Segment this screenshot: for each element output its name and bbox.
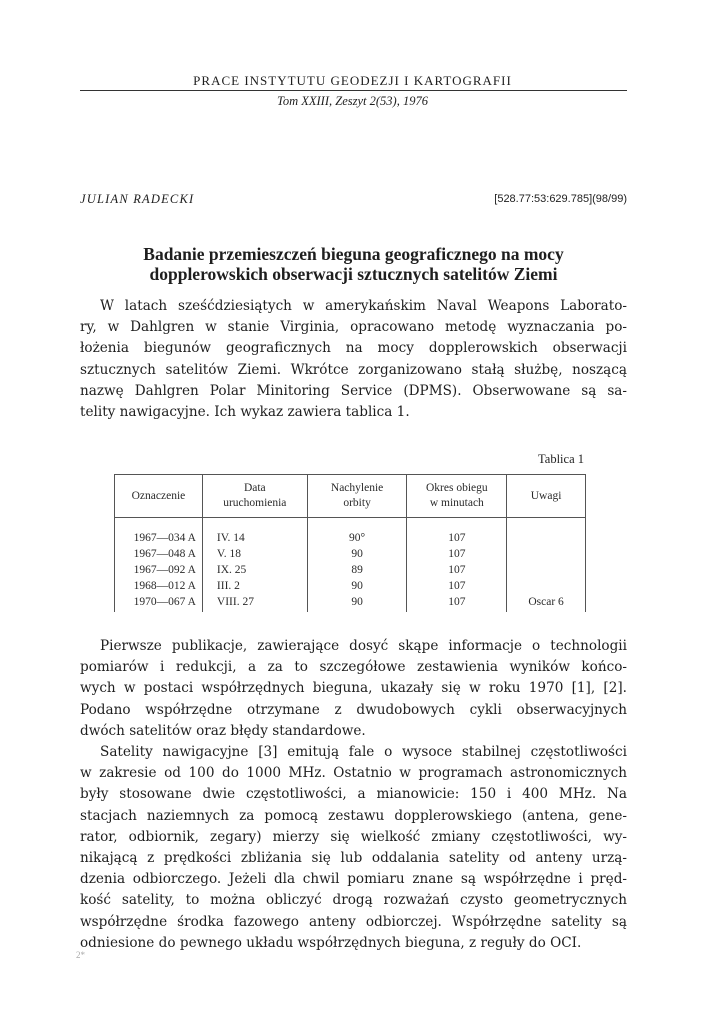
paragraph-satellites xyxy=(80,742,627,954)
table-cell: VIII. 27 xyxy=(202,594,307,612)
text-line: Podano współrzędne otrzymane z dwudobowych cykli obserwacyjnych xyxy=(80,701,627,718)
text-line: w zakresie od 100 do 1000 MHz. Ostatnio w programach astronomicznych xyxy=(80,765,627,782)
table-row xyxy=(115,518,586,547)
journal-volume: Tom XXIII, Zeszyt 2(53), 1976 xyxy=(277,94,428,108)
paragraph-publications xyxy=(80,636,627,742)
table-cell: 1967—092 A xyxy=(115,562,203,578)
table-header-row xyxy=(115,475,586,518)
column-header: Oznaczenie xyxy=(115,475,203,518)
table-cell: IX. 25 xyxy=(202,562,307,578)
text-line: kość satelity, to można obliczyć drogą rozważań czysto geometrycznych xyxy=(80,892,627,909)
text-line: pomiarów i redukcji, a za to szczegółowe zestawienia wyników końco- xyxy=(80,659,627,676)
title-line: Badanie przemieszczeń bieguna geograficznego na mocy xyxy=(143,244,564,264)
table-cell: 1968—012 A xyxy=(115,578,203,594)
paragraph-intro xyxy=(80,296,627,423)
text-line: W latach sześćdziesiątych w amerykańskim Naval Weapons Laborato- xyxy=(100,298,627,314)
table-caption: Tablica 1 xyxy=(538,452,584,466)
text-line: telity nawigacyjne. Ich wykaz zawiera tablica 1. xyxy=(80,404,410,421)
column-header-line: Okres obiegu xyxy=(426,482,488,494)
column-header xyxy=(202,475,307,518)
header-divider xyxy=(80,90,627,91)
text-line: odniesione do pewnego układu współrzędnych bieguna, z reguły do OCI. xyxy=(80,934,582,951)
text-line: stacjach naziemnych za pomocą zestawu dopplerowskiego (antena, gene- xyxy=(80,807,627,824)
table-cell: 1970—067 A xyxy=(115,594,203,612)
column-header-line: w minutach xyxy=(429,497,484,509)
table-cell: 107 xyxy=(407,562,507,578)
table-cell: V. 18 xyxy=(202,546,307,562)
text-line: były stosowane dwie częstotliwości, a mianowicie: 150 i 400 MHz. Na xyxy=(80,786,627,803)
table-cell: 107 xyxy=(407,518,507,547)
satellite-table xyxy=(114,474,586,612)
table-row xyxy=(115,578,586,594)
table-cell: IV. 14 xyxy=(202,518,307,547)
table-cell: 89 xyxy=(307,562,407,578)
text-line: rator, odbiornik, zegary) mierzy się wielkość zmiany częstotliwości, wy- xyxy=(80,828,627,845)
udc-classification: [528.77:53:629.785](98/99) xyxy=(494,193,627,205)
table-cell: 107 xyxy=(407,594,507,612)
page-signature: 2* xyxy=(76,950,85,960)
text-line: nikającą z prędkości zbliżania się lub oddalania satelity od anteny urzą- xyxy=(80,850,627,867)
table-cell xyxy=(507,518,586,547)
table-cell xyxy=(507,562,586,578)
text-line: nazwę Dahlgren Polar Minitoring Service (DPMS). Obserwowane są sa- xyxy=(80,382,627,399)
text-line: ry, w Dahlgren w stanie Virginia, opracowano metodę wyznaczania po- xyxy=(80,319,627,336)
journal-title: PRACE INSTYTUTU GEODEZJI I KARTOGRAFII xyxy=(193,73,512,88)
column-header-line: Data xyxy=(243,482,266,494)
table-cell: 1967—034 A xyxy=(115,518,203,547)
column-header-line: orbity xyxy=(343,497,371,509)
table-row xyxy=(115,594,586,612)
table-cell xyxy=(507,546,586,562)
table-cell xyxy=(507,578,586,594)
table-cell: 90 xyxy=(307,578,407,594)
column-header xyxy=(407,475,507,518)
table-cell: III. 2 xyxy=(202,578,307,594)
text-line: łożenia biegunów geograficznych na mocy dopplerowskich obserwacji xyxy=(80,340,627,357)
text-line: dzenia odbiorczego. Jeżeli dla chwil pomiaru znane są współrzędne i pręd- xyxy=(80,871,627,888)
column-header-line: uruchomienia xyxy=(223,497,287,509)
title-line: dopplerowskich obserwacji sztucznych satelitów Ziemi xyxy=(149,264,558,284)
author-name: JULIAN RADECKI xyxy=(80,192,195,206)
table-cell: 107 xyxy=(407,546,507,562)
table-cell: 90° xyxy=(307,518,407,547)
table-cell: 90 xyxy=(307,594,407,612)
table-row xyxy=(115,546,586,562)
table-cell: 1967—048 A xyxy=(115,546,203,562)
article-title xyxy=(80,244,627,284)
text-line: Pierwsze publikacje, zawierające dosyć skąpe informacje o technologii xyxy=(100,638,627,654)
column-header-line: Nachylenie xyxy=(330,482,384,494)
text-line: dwóch satelitów oraz błędy standardowe. xyxy=(80,722,366,739)
column-header xyxy=(307,475,407,518)
table-cell: 90 xyxy=(307,546,407,562)
text-line: współrzędne środka fazowego anteny odbiorczej. Współrzędne satelity są xyxy=(80,913,627,930)
table-cell: Oscar 6 xyxy=(507,594,586,612)
table-cell: 107 xyxy=(407,578,507,594)
column-header: Uwagi xyxy=(507,475,586,518)
text-line: Satelity nawigacyjne [3] emitują fale o wysoce stabilnej częstotliwości xyxy=(100,744,627,760)
table-row xyxy=(115,562,586,578)
text-line: sztucznych satelitów Ziemi. Wkrótce zorganizowano stałą służbę, noszącą xyxy=(80,361,627,378)
text-line: wych w postaci współrzędnych bieguna, ukazały się w roku 1970 [1], [2]. xyxy=(80,680,627,697)
